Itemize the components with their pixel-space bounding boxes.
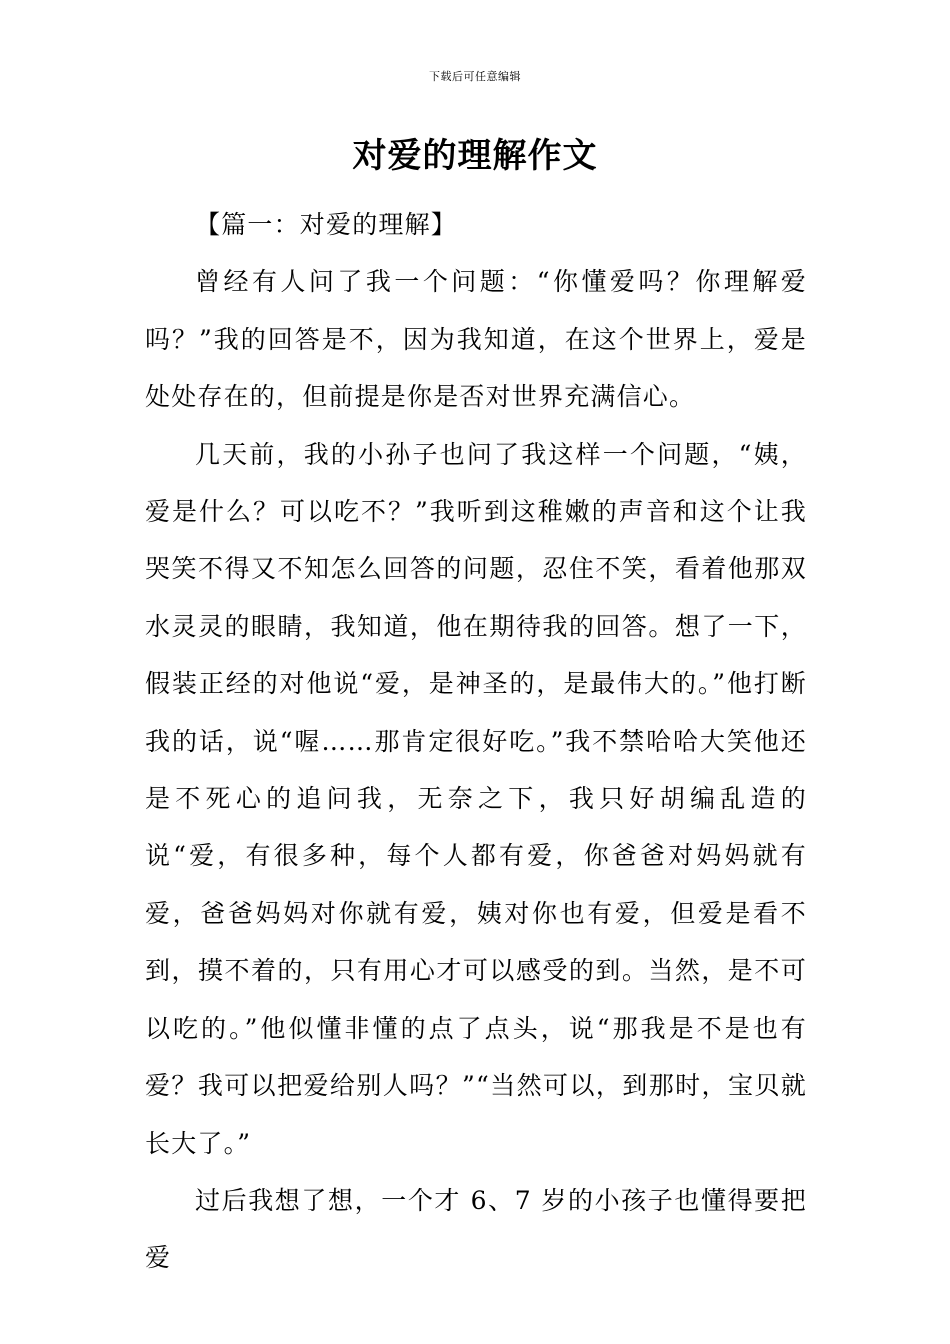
header-note: 下载后可任意编辑 <box>429 70 521 83</box>
document-body <box>145 196 807 1287</box>
paragraph-1: 曾经有人问了我一个问题：“你懂爱吗？你理解爱吗？”我的回答是不，因为我知道，在这个世界上，爱是处处存在的，但前提是你是否对世界充满信心。 <box>145 267 807 412</box>
paragraph-2: 几天前，我的小孙子也问了我这样一个问题，“姨，爱是什么？可以吃不？”我听到这稚嫩的声音和这个让我哭笑不得又不知怎么回答的问题，忍住不笑，看着他那双水灵灵的眼睛，我知道，他在期待我的回答。想了一下，假装正经的对他说“爱，是神圣的，是最伟大的。”他打断我的话，说“喔……那肯定很好吃。”我不禁哈哈大笑他还是不死心的追问我，无奈之下，我只好胡编乱造的说“爱，有很多种，每个人都有爱，你爸爸对妈妈就有爱，爸爸妈妈对你就有爱，姨对你也有爱，但爱是看不到，摸不着的，只有用心才可以感受的到。当然，是不可以吃的。”他似懂非懂的点了点头，说“那我是不是也有爱？我可以把爱给别人吗？”“当然可以，到那时，宝贝就长大了。” <box>145 439 807 1158</box>
document-title: 对爱的理解作文 <box>352 136 598 176</box>
section-heading: 【篇一：对爱的理解】 <box>195 210 458 239</box>
paragraph-3: 过后我想了想，一个才 6、7 岁的小孩子也懂得要把爱 <box>145 1185 807 1273</box>
